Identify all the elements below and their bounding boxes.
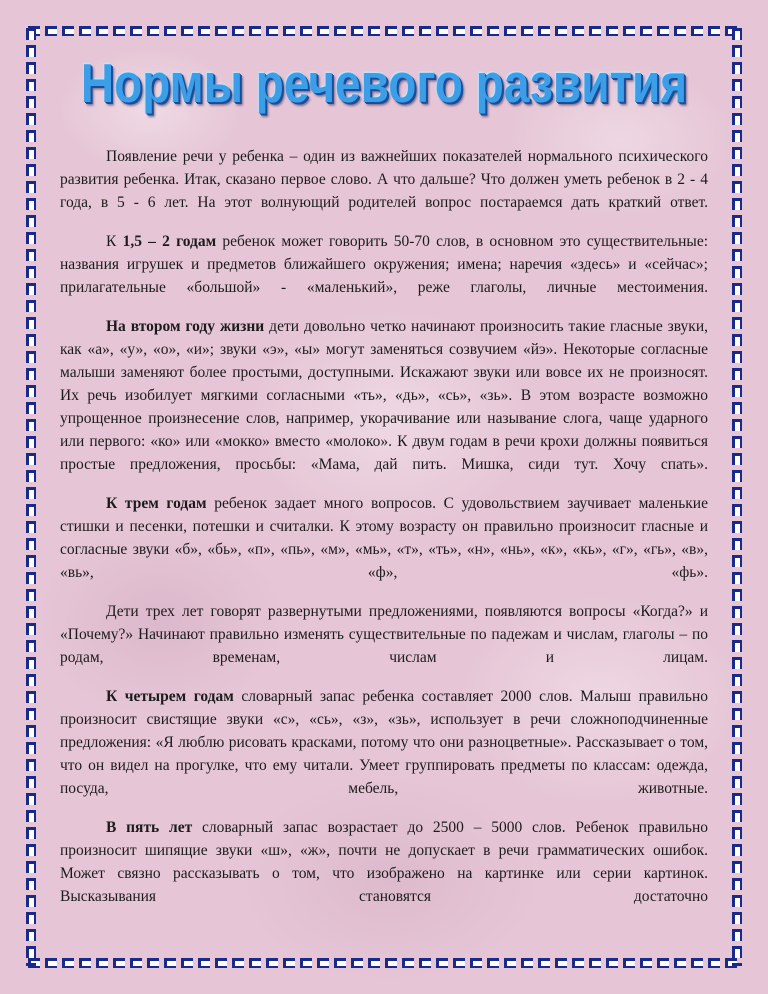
paragraph-second-year bbox=[60, 315, 708, 476]
paragraph-heading: К трем годам bbox=[106, 495, 207, 512]
paragraph-four-years bbox=[60, 685, 708, 800]
page-title: Нормы речевого развития bbox=[0, 51, 768, 115]
paragraph-heading: В пять лет bbox=[106, 819, 193, 836]
paragraph-text: дети довольно четко начинают произносить такие гласные звуки, как «а», «у», «о», «и»; звуки «э», «ы» могут заменяться созвучием «йэ». Некоторые согласные малыши заменяют более простыми, доступными. Искажают звуки или вовсе их не произносят. Их речь изобилует мягкими согласными «ть», «дь», «сь», «зь». В этом возрасте возможно упрощенное произнесение слов, например, укорачивание или называние слога, чаще ударного или первого: «ко» или «мокко» вместо «молоко». К двум годам в речи крохи должны появиться простые предложения, просьбы: «Мама, дай пить. Мишка, сиди тут. Хочу спать». bbox=[60, 318, 709, 473]
paragraph-text: словарный запас ребенка составляет 2000 слов. Малыш правильно произносит свистящие звуки «с», «сь», «з», «зь», использует в речи сложноподчиненные предложения: «Я люблю рисовать красками, потому что они разноцветные». Рассказывает о том, что он видел на прогулке, что ему читали. Умеет группировать предметы по классам: одежда, посуда, мебель, животные. bbox=[60, 688, 708, 797]
decorative-border-bottom bbox=[28, 958, 740, 968]
paragraph-heading: К четырем годам bbox=[106, 688, 234, 705]
paragraph-text: словарный запас возрастает до 2500 – 5000 слов. Ребенок правильно произносит шипящие звуки «ш», «ж», почти не допускает в речи грамматических ошибок. Может связно рассказывать о том, что изображено на картинке или серии картинок. Высказывания становятся достаточно bbox=[60, 819, 708, 905]
decorative-border-right bbox=[732, 28, 742, 966]
paragraph-text: ребенок задает много вопросов. С удовольствием заучивает маленькие стишки и песенки, потешки и считалки. К этому возрасту он правильно произносит гласные и согласные звуки «б», «бь», «п», «пь», «м», «мь», «т», «ть», «н», «нь», «к», «кь», «г», «гь», «в», «вь», «ф», «фь». bbox=[60, 495, 708, 581]
paragraph-heading: На втором году жизни bbox=[106, 318, 265, 335]
paragraph-three-years-sentences bbox=[60, 600, 708, 669]
decorative-border-top bbox=[28, 26, 740, 36]
paragraph-text: Дети трех лет говорят развернутыми предложениями, появляются вопросы «Когда?» и «Почему?» Начинают правильно изменять существительные по падежам и числам, глаголы – по родам, временам, числам и лицам. bbox=[60, 603, 708, 666]
paragraph-five-years bbox=[60, 816, 708, 908]
paragraph-text: Появление речи у ребенка – один из важнейших показателей нормального психического развития ребенка. Итак, сказано первое слово. А что дальше? Что должен уметь ребенок в 2 - 4 года, в 5 - 6 лет. На этот волнующий родителей вопрос постараемся дать краткий ответ. bbox=[60, 148, 708, 211]
paragraph-intro bbox=[60, 145, 708, 214]
paragraph-age-1-5-2 bbox=[60, 230, 708, 299]
paragraph-three-years bbox=[60, 492, 708, 584]
paragraph-lead: К bbox=[106, 233, 123, 250]
paragraph-heading: 1,5 – 2 годам bbox=[122, 233, 217, 250]
paragraph-text: ребенок может говорить 50-70 слов, в основном это существительные: названия игрушек и предметов ближайшего окружения; имена; наречия «здесь» и «сейчас»; прилагательные «большой» - «маленький», реже глаголы, личные местоимения. bbox=[60, 233, 709, 296]
article-body bbox=[60, 145, 708, 924]
decorative-border-left bbox=[26, 28, 36, 966]
